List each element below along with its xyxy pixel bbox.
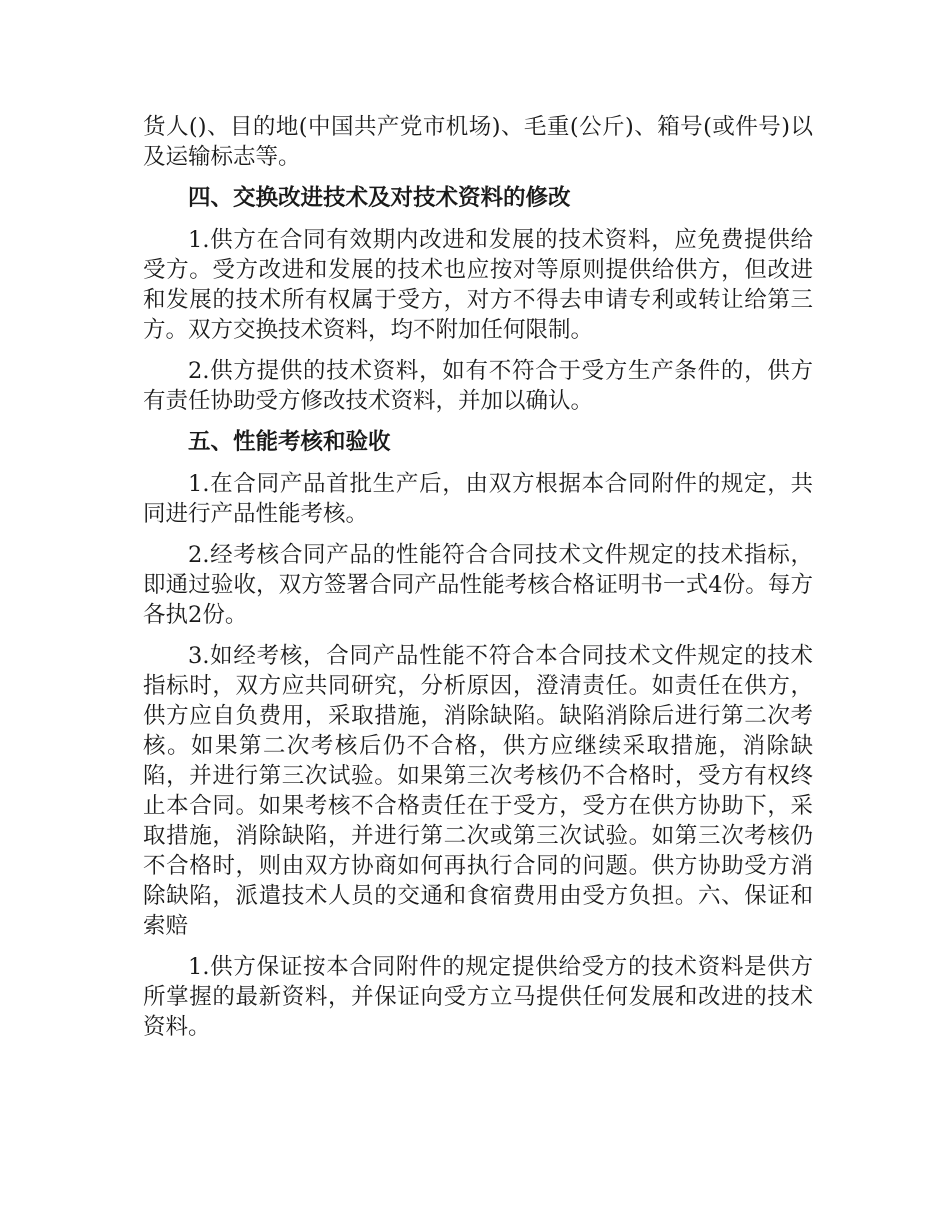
section-4-paragraph-1: 1.供方在合同有效期内改进和发展的技术资料，应免费提供给受方。受方改进和发展的技术也应按对等原则提供给供方，但改进和发展的技术所有权属于受方，对方不得去申请专利或转让给第三方。双方交换技术资料，均不附加任何限制。 (143, 227, 813, 343)
section-5-heading: 五、性能考核和验收 (188, 429, 391, 455)
document-page (143, 112, 813, 1053)
section-5-paragraph-2: 2.经考核合同产品的性能符合合同技术文件规定的技术指标，即通过验收，双方签署合同产品性能考核合格证明书一式4份。每方各执2份。 (143, 542, 813, 628)
section-5-paragraph-3: 3.如经考核，合同产品性能不符合本合同技术文件规定的技术指标时，双方应共同研究，分析原因，澄清责任。如责任在供方，供方应自负费用，采取措施，消除缺陷。缺陷消除后进行第二次考核。如果第二次考核后仍不合格，供方应继续采取措施，消除缺陷，并进行第三次试验。如果第三次考核仍不合格时，受方有权终止本合同。如果考核不合格责任在于受方，受方在供方协助下，采取措施，消除缺陷，并进行第二次或第三次试验。如第三次考核仍不合格时，则由双方协商如何再执行合同的问题。供方协助受方消除缺陷，派遣技术人员的交通和食宿费用由受方负担。六、保证和索赔 (143, 643, 813, 939)
section-5-paragraph-1: 1.在合同产品首批生产后，由双方根据本合同附件的规定，共同进行产品性能考核。 (143, 471, 813, 527)
section-4-paragraph-2: 2.供方提供的技术资料，如有不符合于受方生产条件的，供方有责任协助受方修改技术资料，并加以确认。 (143, 358, 813, 414)
section-6-paragraph-1: 1.供方保证按本合同附件的规定提供给受方的技术资料是供方所掌握的最新资料，并保证向受方立马提供任何发展和改进的技术资料。 (143, 954, 813, 1040)
intro-continuation-paragraph: 货人()、目的地(中国共产党市机场)、毛重(公斤)、箱号(或件号)以及运输标志等。 (143, 114, 813, 170)
section-4-heading: 四、交换改进技术及对技术资料的修改 (188, 185, 571, 211)
